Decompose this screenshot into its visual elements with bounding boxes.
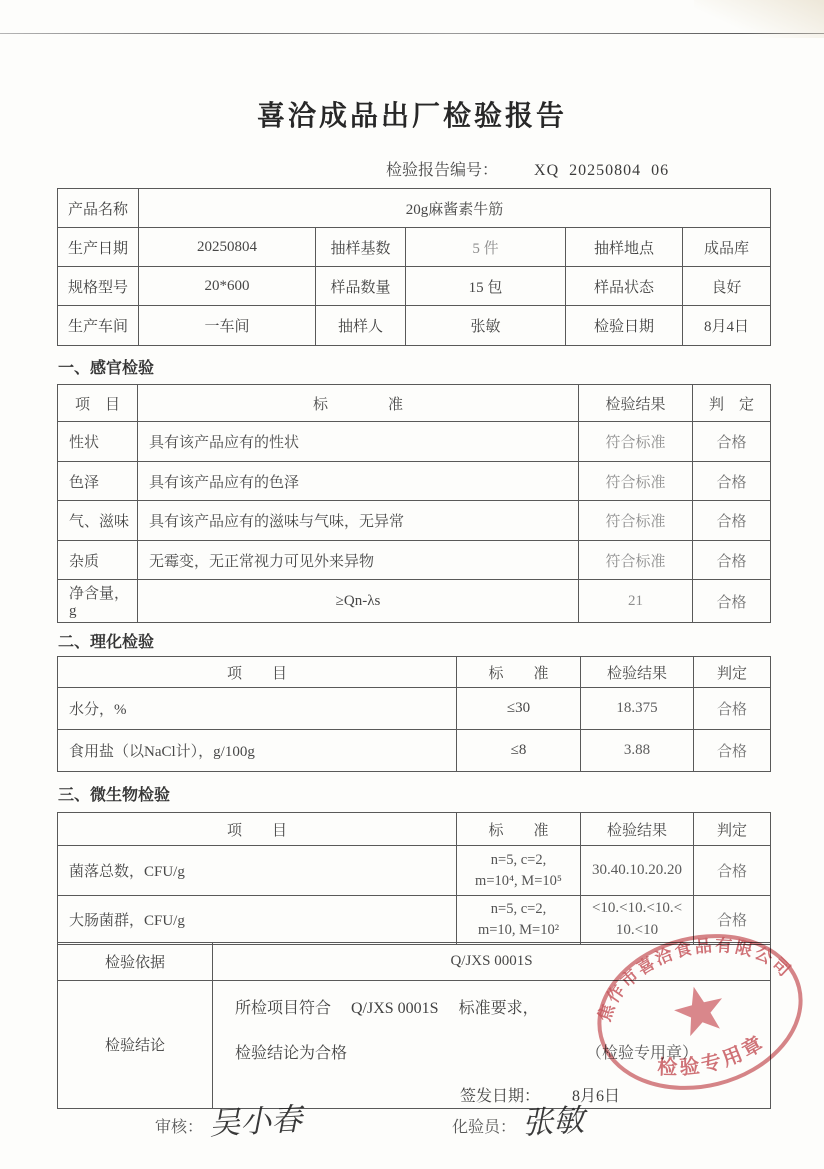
info-value-production-date: 20250804 — [139, 228, 316, 267]
column-header-result: 检验结果 — [579, 385, 693, 422]
micro-standard — [457, 846, 581, 896]
info-value-inspection-date: 8月4日 — [683, 306, 771, 346]
micro-standard-line2: m=10, M=10² — [477, 921, 560, 938]
info-value-sample-base: 5 件 — [406, 228, 566, 267]
table-row — [58, 501, 771, 541]
info-label-workshop: 生产车间 — [58, 306, 139, 346]
column-header-verdict: 判定 — [694, 813, 771, 846]
column-header-standard: 标 准 — [457, 657, 581, 688]
micro-standard — [457, 896, 581, 945]
physico-verdict: 合格 — [694, 730, 771, 772]
info-label-sampler: 抽样人 — [316, 306, 406, 346]
micro-verdict: 合格 — [694, 896, 771, 945]
section-heading-microbiological: 三、微生物检验 — [58, 787, 171, 804]
product-info-table — [57, 188, 771, 346]
table-row — [58, 896, 771, 945]
stamp-bottom-text: 检验专用章 — [657, 1031, 770, 1080]
micro-standard-line1: n=5, c=2, — [490, 901, 547, 918]
physico-result: 3.88 — [581, 730, 694, 772]
column-header-standard: 标 准 — [138, 385, 579, 422]
sensory-item: 色泽 — [58, 462, 138, 501]
conclusion-line1: 所检项目符合 Q/JXS 0001S 标准要求， — [235, 1000, 539, 1017]
tester-label: 化验员： — [452, 1119, 517, 1136]
sensory-standard: 具有该产品应有的滋味与气味，无异常 — [138, 501, 579, 541]
seal-note: （检验专用章） — [585, 1045, 698, 1062]
micro-result: <10.<10.<10.<10.<10 — [581, 896, 694, 945]
report-number-label: 检验报告编号： — [386, 162, 499, 179]
micro-verdict: 合格 — [694, 846, 771, 896]
reviewer-signature: 吴小春 — [208, 1101, 304, 1143]
stamp-company-text: 焦作市喜洽食品有限公司 — [594, 935, 796, 1024]
info-label-sample-qty: 样品数量 — [316, 267, 406, 306]
sensory-result: 符合标准 — [579, 462, 693, 501]
info-label-sample-base: 抽样基数 — [316, 228, 406, 267]
section-heading-sensory: 一、感官检验 — [58, 360, 155, 377]
product-name-label: 产品名称 — [58, 189, 139, 228]
info-label-spec-model: 规格型号 — [58, 267, 139, 306]
info-value-sample-qty: 15 包 — [406, 267, 566, 306]
micro-item: 菌落总数，CFU/g — [58, 846, 457, 896]
page-title: 喜洽成品出厂检验报告 — [256, 100, 567, 131]
physico-verdict: 合格 — [694, 688, 771, 730]
micro-standard-line2: m=10⁴, M=10⁵ — [475, 872, 562, 889]
issue-date-label: 签发日期： — [460, 1088, 541, 1105]
sensory-test-table — [57, 384, 771, 623]
sensory-item: 性状 — [58, 422, 138, 462]
table-row — [58, 580, 771, 623]
sensory-verdict: 合格 — [693, 422, 771, 462]
sensory-item: 净含量，g — [58, 580, 138, 623]
physico-item: 水分，% — [58, 688, 457, 730]
micro-standard-line1: n=5, c=2, — [490, 852, 547, 869]
micro-item: 大肠菌群，CFU/g — [58, 896, 457, 945]
conclusion-result-text: 检验结论为合格 — [235, 1045, 348, 1062]
sensory-standard: 无霉变，无正常视力可见外来异物 — [138, 541, 579, 580]
info-label-sample-state: 样品状态 — [566, 267, 683, 306]
physico-standard: ≤30 — [457, 688, 581, 730]
physicochemical-test-table — [57, 656, 771, 772]
sensory-standard: 具有该产品应有的性状 — [138, 422, 579, 462]
info-label-production-date: 生产日期 — [58, 228, 139, 267]
sensory-standard: 具有该产品应有的色泽 — [138, 462, 579, 501]
column-header-standard: 标 准 — [457, 813, 581, 846]
info-value-workshop: 一车间 — [139, 306, 316, 346]
column-header-item: 项 目 — [58, 813, 457, 846]
table-row — [58, 462, 771, 501]
table-row — [58, 846, 771, 896]
conclusion-table — [57, 942, 771, 1109]
sensory-item: 气、滋味 — [58, 501, 138, 541]
reviewer-label: 审核： — [155, 1119, 204, 1136]
info-value-sample-state: 良好 — [683, 267, 771, 306]
sensory-item: 杂质 — [58, 541, 138, 580]
sensory-result: 符合标准 — [579, 422, 693, 462]
conclusion-label: 检验结论 — [58, 981, 213, 1109]
conclusion-line2 — [217, 1040, 766, 1063]
sensory-result: 符合标准 — [579, 541, 693, 580]
section-heading-physicochemical: 二、理化检验 — [58, 634, 155, 651]
product-name-value: 20g麻酱素牛筋 — [139, 189, 771, 228]
sensory-verdict: 合格 — [693, 501, 771, 541]
sensory-standard: ≥Qn-λs — [138, 580, 579, 623]
scan-corner-shade — [694, 0, 824, 38]
tester-signature: 张敏 — [521, 1102, 586, 1142]
report-number-value: XQ 20250804 06 — [534, 162, 670, 179]
column-header-item: 项 目 — [58, 657, 457, 688]
sensory-verdict: 合格 — [693, 462, 771, 501]
table-row — [58, 688, 771, 730]
sensory-result: 符合标准 — [579, 501, 693, 541]
tester-signature-block — [452, 1096, 584, 1141]
sensory-verdict: 合格 — [693, 580, 771, 623]
column-header-verdict: 判 定 — [693, 385, 771, 422]
info-value-sampler: 张敏 — [406, 306, 566, 346]
inspection-basis-value: Q/JXS 0001S — [213, 943, 771, 981]
issue-date-value: 8月6日 — [572, 1088, 621, 1105]
inspection-basis-label: 检验依据 — [58, 943, 213, 981]
physico-item: 食用盐（以NaCl计），g/100g — [58, 730, 457, 772]
info-value-spec-model: 20*600 — [139, 267, 316, 306]
column-header-verdict: 判定 — [694, 657, 771, 688]
column-header-result: 检验结果 — [581, 813, 694, 846]
info-label-inspection-date: 检验日期 — [566, 306, 683, 346]
sensory-verdict: 合格 — [693, 541, 771, 580]
sensory-result: 21 — [579, 580, 693, 623]
table-row — [58, 541, 771, 580]
info-value-sampling-place: 成品库 — [683, 228, 771, 267]
microbiological-test-table — [57, 812, 771, 945]
physico-standard: ≤8 — [457, 730, 581, 772]
table-row — [58, 422, 771, 462]
signature-row — [0, 1096, 824, 1156]
micro-result: 30.40.10.20.20 — [581, 846, 694, 896]
conclusion-content-cell — [213, 981, 771, 1109]
column-header-result: 检验结果 — [581, 657, 694, 688]
info-label-sampling-place: 抽样地点 — [566, 228, 683, 267]
physico-result: 18.375 — [581, 688, 694, 730]
report-number — [386, 157, 669, 180]
column-header-item: 项 目 — [58, 385, 138, 422]
table-row — [58, 730, 771, 772]
reviewer-signature-block — [155, 1096, 302, 1141]
